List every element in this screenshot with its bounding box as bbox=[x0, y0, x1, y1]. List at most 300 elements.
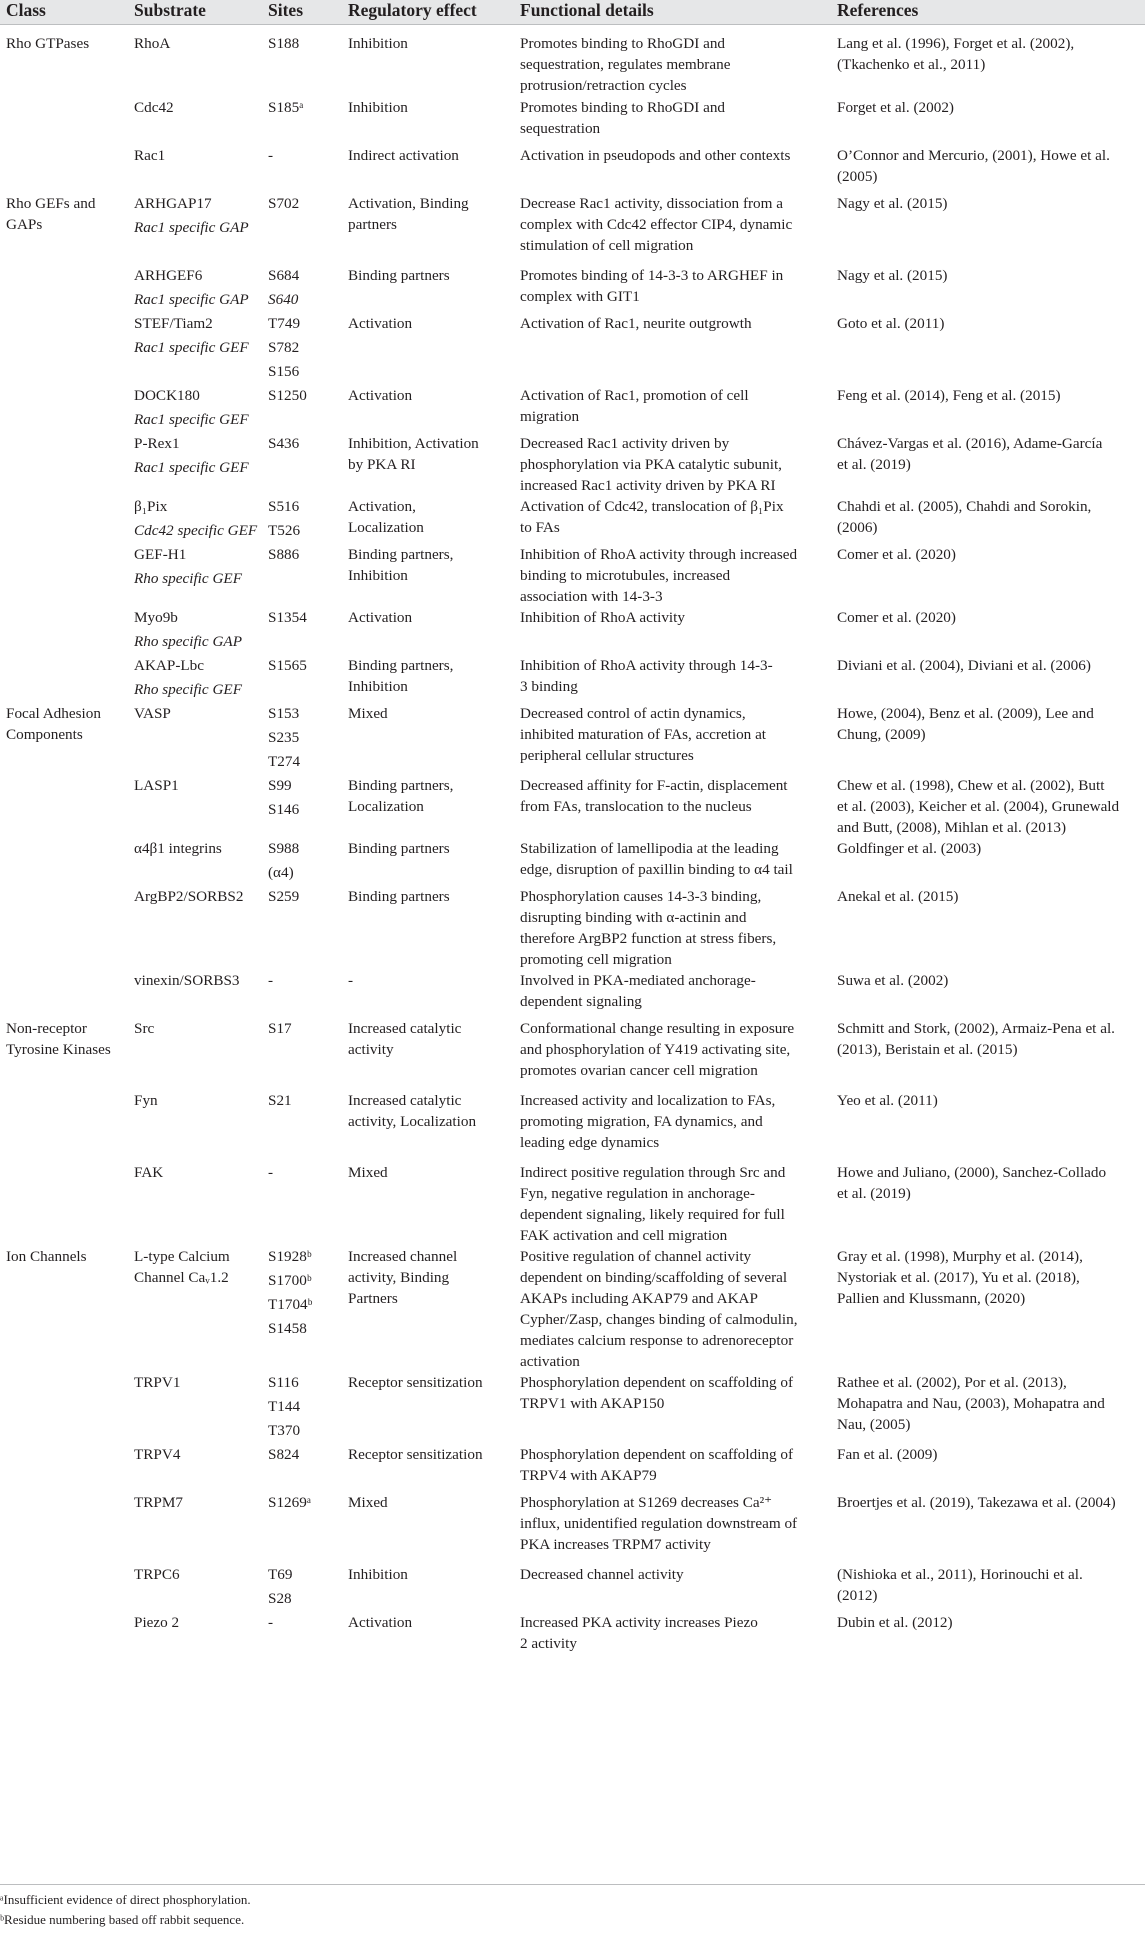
cell-line: Dubin et al. (2012) bbox=[837, 1613, 953, 1631]
cell-regulatory-effect bbox=[342, 385, 514, 433]
site: S702 bbox=[268, 194, 300, 212]
cell-functional-details bbox=[514, 1372, 831, 1444]
cell-line: Activation, Binding bbox=[348, 194, 469, 212]
cell-substrate bbox=[128, 886, 262, 970]
cell-line: Localization bbox=[348, 518, 424, 536]
cell-regulatory-effect bbox=[342, 1246, 514, 1372]
cell-sites bbox=[262, 97, 342, 145]
cell-line: Cdc42 bbox=[134, 98, 174, 116]
cell-line: TRPV4 bbox=[134, 1445, 181, 1463]
cell-line: Components bbox=[6, 725, 83, 743]
cell-line: activation bbox=[520, 1352, 580, 1370]
table-row bbox=[0, 25, 1145, 97]
cell-regulatory-effect bbox=[342, 1090, 514, 1162]
cell-functional-details bbox=[514, 607, 831, 655]
cell-line: and Butt, (2008), Mihlan et al. (2013) bbox=[837, 818, 1067, 836]
cell-line: Howe, (2004), Benz et al. (2009), Lee and bbox=[837, 704, 1094, 722]
cell-regulatory-effect bbox=[342, 1564, 514, 1612]
cell-references bbox=[831, 1492, 1145, 1564]
cell-line: ArgBP2/SORBS2 bbox=[134, 887, 244, 905]
cell-line: β₁Pix bbox=[134, 497, 168, 515]
cell-substrate bbox=[128, 655, 262, 703]
cell-line: L-type Calcium bbox=[134, 1247, 230, 1265]
cell-line: Non-receptor bbox=[6, 1019, 87, 1037]
table-row bbox=[0, 544, 1145, 607]
site: S153 bbox=[268, 704, 300, 722]
cell-substrate bbox=[128, 1612, 262, 1660]
site: S640 bbox=[268, 290, 299, 308]
cell-line: 3 binding bbox=[520, 677, 578, 695]
cell-line: Src bbox=[134, 1019, 155, 1037]
cell-line: Rac1 bbox=[134, 146, 166, 164]
cell-line: Involved in PKA-mediated anchorage- bbox=[520, 971, 756, 989]
cell-references bbox=[831, 1372, 1145, 1444]
cell-regulatory-effect bbox=[342, 1444, 514, 1492]
cell-line: Activation of Rac1, promotion of cell bbox=[520, 386, 749, 404]
cell-line: Promotes binding of 14-3-3 to ARGHEF in bbox=[520, 266, 784, 284]
table-row bbox=[0, 496, 1145, 544]
cell-line: Inhibition, Activation bbox=[348, 434, 479, 452]
cell-references bbox=[831, 25, 1145, 97]
site: S824 bbox=[268, 1445, 300, 1463]
table-row bbox=[0, 1492, 1145, 1564]
site: S28 bbox=[268, 1589, 292, 1607]
cell-line: phosphorylation via PKA catalytic subunit, bbox=[520, 455, 782, 473]
cell-references bbox=[831, 970, 1145, 1018]
cell-class bbox=[0, 313, 128, 385]
cell-line: FAK bbox=[134, 1163, 164, 1181]
cell-line: Decreased affinity for F-actin, displacement bbox=[520, 776, 788, 794]
cell-references bbox=[831, 886, 1145, 970]
cell-sites bbox=[262, 703, 342, 775]
site: S259 bbox=[268, 887, 300, 905]
table-row bbox=[0, 265, 1145, 313]
cell-sites bbox=[262, 607, 342, 655]
cell-line: stimulation of cell migration bbox=[520, 236, 694, 254]
cell-line: Comer et al. (2020) bbox=[837, 608, 956, 626]
cell-substrate bbox=[128, 97, 262, 145]
cell-line: binding to microtubules, increased bbox=[520, 566, 731, 584]
table-row bbox=[0, 970, 1145, 1018]
cell-class bbox=[0, 1612, 128, 1660]
cell-class bbox=[0, 1564, 128, 1612]
cell-regulatory-effect bbox=[342, 1612, 514, 1660]
cell-functional-details bbox=[514, 655, 831, 703]
cell-references bbox=[831, 655, 1145, 703]
cell-line: by PKA RI bbox=[348, 455, 416, 473]
cell-line: Cypher/Zasp, changes binding of calmodulin, bbox=[520, 1310, 798, 1328]
cell-line: promotes ovarian cancer cell migration bbox=[520, 1061, 758, 1079]
cell-class bbox=[0, 1018, 128, 1090]
cell-line: Broertjes et al. (2019), Takezawa et al. (2004) bbox=[837, 1493, 1116, 1511]
table-row bbox=[0, 313, 1145, 385]
cell-line: sequestration bbox=[520, 119, 601, 137]
header-functional-details: Functional details bbox=[514, 0, 831, 25]
cell-line: Phosphorylation causes 14-3-3 binding, bbox=[520, 887, 762, 905]
cell-references bbox=[831, 496, 1145, 544]
cell-sites bbox=[262, 1444, 342, 1492]
cell-line: Inhibition bbox=[348, 35, 408, 52]
cell-line: mediates calcium response to adrenoreceptor bbox=[520, 1331, 794, 1349]
cell-functional-details bbox=[514, 1090, 831, 1162]
cell-line: from FAs, translocation to the nucleus bbox=[520, 797, 752, 815]
cell-class bbox=[0, 25, 128, 97]
cell-line: Suwa et al. (2002) bbox=[837, 971, 949, 989]
cell-substrate bbox=[128, 193, 262, 265]
cell-substrate bbox=[128, 1018, 262, 1090]
cell-references bbox=[831, 1162, 1145, 1246]
cell-class bbox=[0, 496, 128, 544]
cell-line: Gray et al. (1998), Murphy et al. (2014), bbox=[837, 1247, 1083, 1265]
cell-sites bbox=[262, 775, 342, 838]
cell-sites bbox=[262, 1372, 342, 1444]
cell-line: increased Rac1 activity driven by PKA RI bbox=[520, 476, 776, 494]
cell-line: Receptor sensitization bbox=[348, 1373, 483, 1391]
site: S99 bbox=[268, 776, 292, 794]
cell-line: (2012) bbox=[837, 1586, 878, 1604]
cell-functional-details bbox=[514, 385, 831, 433]
cell-line: therefore ArgBP2 function at stress fibers, bbox=[520, 929, 777, 947]
cell-line: inhibited maturation of FAs, accretion at bbox=[520, 725, 767, 743]
footnote-a: ᵃInsufficient evidence of direct phosphorylation. bbox=[0, 1892, 251, 1907]
cell-line: Mixed bbox=[348, 1163, 388, 1181]
site: S1269ᵃ bbox=[268, 1493, 311, 1511]
cell-functional-details bbox=[514, 145, 831, 193]
site: S17 bbox=[268, 1019, 292, 1037]
cell-regulatory-effect bbox=[342, 655, 514, 703]
cell-substrate bbox=[128, 1372, 262, 1444]
cell-line: activity, Binding bbox=[348, 1268, 450, 1286]
cell-regulatory-effect bbox=[342, 265, 514, 313]
cell-sites bbox=[262, 265, 342, 313]
cell-regulatory-effect bbox=[342, 838, 514, 886]
cell-line: Indirect positive regulation through Src and bbox=[520, 1163, 786, 1181]
cell-functional-details bbox=[514, 1492, 831, 1564]
cell-class bbox=[0, 703, 128, 775]
site: S1354 bbox=[268, 608, 307, 626]
site: (α4) bbox=[268, 863, 294, 881]
site: - bbox=[268, 1163, 274, 1181]
cell-line: Ion Channels bbox=[6, 1247, 87, 1265]
cell-line: Promotes binding to RhoGDI and bbox=[520, 35, 726, 52]
site: - bbox=[268, 971, 274, 989]
cell-line: - bbox=[348, 971, 354, 989]
cell-line: Chung, (2009) bbox=[837, 725, 926, 743]
cell-line: Goldfinger et al. (2003) bbox=[837, 839, 982, 857]
cell-line: O’Connor and Mercurio, (2001), Howe et al. bbox=[837, 146, 1110, 164]
cell-line: LASP1 bbox=[134, 776, 179, 794]
cell-line: Inhibition of RhoA activity through 14-3- bbox=[520, 656, 773, 674]
cell-class bbox=[0, 433, 128, 496]
cell-references bbox=[831, 1564, 1145, 1612]
cell-functional-details bbox=[514, 433, 831, 496]
cell-functional-details bbox=[514, 1564, 831, 1612]
cell-substrate bbox=[128, 1492, 262, 1564]
cell-regulatory-effect bbox=[342, 1372, 514, 1444]
cell-line: Mixed bbox=[348, 1493, 388, 1511]
cell-line: Increased catalytic bbox=[348, 1019, 462, 1037]
cell-line: (Tkachenko et al., 2011) bbox=[837, 56, 986, 73]
cell-line: (2006) bbox=[837, 518, 878, 536]
cell-line: Schmitt and Stork, (2002), Armaiz-Pena et al. bbox=[837, 1019, 1115, 1037]
cell-class bbox=[0, 1246, 128, 1372]
site: S116 bbox=[268, 1373, 299, 1391]
cell-line: Yeo et al. (2011) bbox=[837, 1091, 938, 1109]
cell-line: Receptor sensitization bbox=[348, 1445, 483, 1463]
cell-regulatory-effect bbox=[342, 544, 514, 607]
cell-line: TRPV1 with AKAP150 bbox=[520, 1394, 665, 1412]
cell-line: Positive regulation of channel activity bbox=[520, 1247, 752, 1265]
cell-line: Chew et al. (1998), Chew et al. (2002), Butt bbox=[837, 776, 1105, 794]
cell-class bbox=[0, 1090, 128, 1162]
site: T274 bbox=[268, 752, 301, 770]
cell-line: Activation bbox=[348, 608, 413, 626]
cell-functional-details bbox=[514, 1612, 831, 1660]
cell-line: et al. (2003), Keicher et al. (2004), Grunewald bbox=[837, 797, 1120, 815]
cell-line: Feng et al. (2014), Feng et al. (2015) bbox=[837, 386, 1061, 404]
cell-references bbox=[831, 385, 1145, 433]
cell-regulatory-effect bbox=[342, 1492, 514, 1564]
cell-references bbox=[831, 544, 1145, 607]
cell-functional-details bbox=[514, 265, 831, 313]
cell-substrate bbox=[128, 433, 262, 496]
cell-substrate bbox=[128, 1246, 262, 1372]
cell-line: Increased channel bbox=[348, 1247, 458, 1265]
cell-substrate bbox=[128, 1564, 262, 1612]
cell-class bbox=[0, 145, 128, 193]
cell-sites bbox=[262, 1162, 342, 1246]
cell-line: Decreased control of actin dynamics, bbox=[520, 704, 746, 722]
cell-line: DOCK180 bbox=[134, 386, 200, 404]
cell-sites bbox=[262, 1492, 342, 1564]
cell-functional-details bbox=[514, 313, 831, 385]
cell-line: STEF/Tiam2 bbox=[134, 314, 213, 332]
cell-references bbox=[831, 1444, 1145, 1492]
cell-regulatory-effect bbox=[342, 433, 514, 496]
cell-regulatory-effect bbox=[342, 97, 514, 145]
cell-line: Mohapatra and Nau, (2003), Mohapatra and bbox=[837, 1394, 1105, 1412]
cell-line: Piezo 2 bbox=[134, 1613, 180, 1631]
cell-sites bbox=[262, 655, 342, 703]
cell-line: Phosphorylation dependent on scaffolding of bbox=[520, 1445, 794, 1463]
cell-line: promoting cell migration bbox=[520, 950, 672, 968]
cell-line: (2013), Beristain et al. (2015) bbox=[837, 1040, 1018, 1058]
cell-line: TRPV4 with AKAP79 bbox=[520, 1466, 657, 1484]
cell-class bbox=[0, 1444, 128, 1492]
cell-line: migration bbox=[520, 407, 580, 425]
cell-functional-details bbox=[514, 193, 831, 265]
cell-functional-details bbox=[514, 775, 831, 838]
cell-line: partners bbox=[348, 215, 397, 233]
site: S516 bbox=[268, 497, 300, 515]
cell-class bbox=[0, 1372, 128, 1444]
cell-line: Increased PKA activity increases Piezo bbox=[520, 1613, 758, 1631]
cell-sites bbox=[262, 1246, 342, 1372]
cell-line: et al. (2019) bbox=[837, 455, 911, 473]
cell-line: Tyrosine Kinases bbox=[6, 1040, 111, 1058]
cell-line: vinexin/SORBS3 bbox=[134, 971, 240, 989]
cell-line: activity bbox=[348, 1040, 394, 1058]
cell-references bbox=[831, 775, 1145, 838]
table-row bbox=[0, 433, 1145, 496]
cell-substrate bbox=[128, 838, 262, 886]
cell-line: Inhibition bbox=[348, 1565, 408, 1583]
cell-substrate bbox=[128, 1090, 262, 1162]
cell-line: Rho GTPases bbox=[6, 35, 90, 52]
cell-references bbox=[831, 1018, 1145, 1090]
cell-regulatory-effect bbox=[342, 1018, 514, 1090]
site: S1250 bbox=[268, 386, 307, 404]
cell-line: Binding partners, bbox=[348, 545, 454, 563]
cell-line: (Nishioka et al., 2011), Horinouchi et al. bbox=[837, 1565, 1083, 1583]
cell-line: Binding partners bbox=[348, 266, 450, 284]
cell-line: and phosphorylation of Y419 activating site, bbox=[520, 1040, 791, 1058]
table-row bbox=[0, 886, 1145, 970]
cell-line: Activation of Cdc42, translocation of β₁Pix bbox=[520, 497, 784, 515]
cell-class bbox=[0, 655, 128, 703]
cell-class bbox=[0, 544, 128, 607]
table-row bbox=[0, 193, 1145, 265]
cell-line: AKAPs including AKAP79 and AKAP bbox=[520, 1289, 758, 1307]
cell-line: AKAP-Lbc bbox=[134, 656, 205, 674]
site: S1928ᵇ bbox=[268, 1247, 312, 1265]
cell-functional-details bbox=[514, 97, 831, 145]
cell-references bbox=[831, 193, 1145, 265]
table-row bbox=[0, 385, 1145, 433]
cell-line: Inhibition of RhoA activity through increased bbox=[520, 545, 798, 563]
table-row bbox=[0, 1090, 1145, 1162]
cell-line: Binding partners, bbox=[348, 776, 454, 794]
site: S988 bbox=[268, 839, 300, 857]
table-row bbox=[0, 775, 1145, 838]
cell-line: Increased catalytic bbox=[348, 1091, 462, 1109]
cell-line: Inhibition bbox=[348, 566, 408, 584]
cell-class bbox=[0, 1492, 128, 1564]
cell-line: to FAs bbox=[520, 518, 560, 536]
cell-line: Promotes binding to RhoGDI and bbox=[520, 98, 726, 116]
cell-substrate bbox=[128, 607, 262, 655]
site: T144 bbox=[268, 1397, 301, 1415]
cell-line: Fan et al. (2009) bbox=[837, 1445, 938, 1463]
substrate-type: Rho specific GEF bbox=[134, 569, 242, 587]
cell-references bbox=[831, 313, 1145, 385]
cell-sites bbox=[262, 25, 342, 97]
cell-substrate bbox=[128, 544, 262, 607]
cell-line: Indirect activation bbox=[348, 146, 459, 164]
cell-line: Conformational change resulting in exposure bbox=[520, 1019, 795, 1037]
cell-line: Nagy et al. (2015) bbox=[837, 194, 948, 212]
cell-line: ARHGEF6 bbox=[134, 266, 203, 284]
cell-substrate bbox=[128, 25, 262, 97]
cell-line: Anekal et al. (2015) bbox=[837, 887, 959, 905]
cell-line: Myo9b bbox=[134, 608, 178, 626]
header-row bbox=[0, 0, 1145, 25]
cell-line: Stabilization of lamellipodia at the leading bbox=[520, 839, 779, 857]
cell-line: Decreased Rac1 activity driven by bbox=[520, 434, 730, 452]
cell-sites bbox=[262, 193, 342, 265]
cell-line: dependent signaling, likely required for full bbox=[520, 1205, 785, 1223]
cell-line: PKA increases TRPM7 activity bbox=[520, 1535, 711, 1553]
cell-line: peripheral cellular structures bbox=[520, 746, 694, 764]
cell-line: α4β1 integrins bbox=[134, 839, 222, 857]
cell-substrate bbox=[128, 265, 262, 313]
cell-line: Increased activity and localization to FAs, bbox=[520, 1091, 776, 1109]
cell-references bbox=[831, 145, 1145, 193]
cell-line: Goto et al. (2011) bbox=[837, 314, 945, 332]
cell-line: disrupting binding with α-actinin and bbox=[520, 908, 747, 926]
cell-sites bbox=[262, 838, 342, 886]
site: T526 bbox=[268, 521, 301, 539]
cell-sites bbox=[262, 1018, 342, 1090]
cell-sites bbox=[262, 145, 342, 193]
cell-class bbox=[0, 265, 128, 313]
cell-line: Activation, bbox=[348, 497, 416, 515]
header-references: References bbox=[831, 0, 1145, 25]
cell-line: Inhibition bbox=[348, 677, 408, 695]
cell-regulatory-effect bbox=[342, 496, 514, 544]
cell-sites bbox=[262, 1612, 342, 1660]
table-row bbox=[0, 145, 1145, 193]
site: - bbox=[268, 1613, 274, 1631]
cell-line: Chávez-Vargas et al. (2016), Adame-García bbox=[837, 434, 1103, 452]
cell-functional-details bbox=[514, 1018, 831, 1090]
table-row bbox=[0, 1612, 1145, 1660]
cell-line: association with 14-3-3 bbox=[520, 587, 663, 605]
site: - bbox=[268, 146, 274, 164]
cell-line: TRPM7 bbox=[134, 1493, 183, 1511]
cell-class bbox=[0, 838, 128, 886]
cell-line: Binding partners, bbox=[348, 656, 454, 674]
cell-line: Nau, (2005) bbox=[837, 1415, 911, 1433]
cell-sites bbox=[262, 970, 342, 1018]
site: T370 bbox=[268, 1421, 301, 1439]
cell-line: Lang et al. (1996), Forget et al. (2002), bbox=[837, 35, 1075, 52]
cell-references bbox=[831, 265, 1145, 313]
cell-sites bbox=[262, 385, 342, 433]
cell-regulatory-effect bbox=[342, 25, 514, 97]
cell-line: Binding partners bbox=[348, 839, 450, 857]
site: T749 bbox=[268, 314, 301, 332]
cell-references bbox=[831, 703, 1145, 775]
site: S21 bbox=[268, 1091, 292, 1109]
cell-class bbox=[0, 607, 128, 655]
cell-substrate bbox=[128, 496, 262, 544]
cell-line: influx, unidentified regulation downstream of bbox=[520, 1514, 798, 1532]
table-row bbox=[0, 1246, 1145, 1372]
cell-sites bbox=[262, 496, 342, 544]
table-row bbox=[0, 838, 1145, 886]
cell-regulatory-effect bbox=[342, 607, 514, 655]
cell-line: Pallien and Klussmann, (2020) bbox=[837, 1289, 1026, 1307]
cell-line: GAPs bbox=[6, 215, 43, 233]
table-row bbox=[0, 703, 1145, 775]
header-substrate: Substrate bbox=[128, 0, 262, 25]
cell-functional-details bbox=[514, 703, 831, 775]
cell-substrate bbox=[128, 385, 262, 433]
site: S886 bbox=[268, 545, 300, 563]
cell-class bbox=[0, 1162, 128, 1246]
cell-regulatory-effect bbox=[342, 775, 514, 838]
cell-line: Decrease Rac1 activity, dissociation from a bbox=[520, 194, 784, 212]
cell-line: sequestration, regulates membrane bbox=[520, 56, 731, 73]
cell-class bbox=[0, 385, 128, 433]
cell-line: Nystoriak et al. (2017), Yu et al. (2018), bbox=[837, 1268, 1080, 1286]
cell-regulatory-effect bbox=[342, 193, 514, 265]
substrate-type: Rac1 specific GEF bbox=[134, 458, 249, 476]
cell-line: Activation bbox=[348, 1613, 413, 1631]
cell-line: Diviani et al. (2004), Diviani et al. (2006) bbox=[837, 656, 1091, 674]
cell-line: leading edge dynamics bbox=[520, 1133, 660, 1151]
